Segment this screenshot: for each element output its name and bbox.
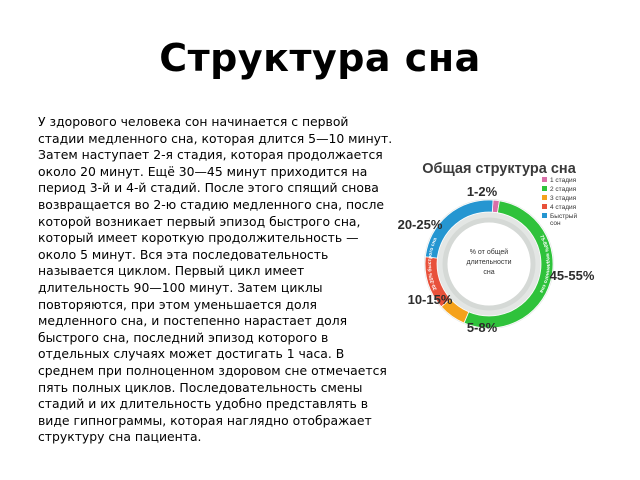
legend-label-2-стадия: 2 стадия (550, 186, 577, 193)
slice-label-быстрый-сон: 20-25% (397, 217, 443, 232)
ring-text-slow-sleep: 75-80% медленного сна (538, 234, 552, 294)
body-paragraph: У здорового человека сон начинается с первой стадии медленного сна, которая длится 5—10 минут. Затем наступает 2-я стадия, которая продолжается около 20 минут. Ещё 30—45 минут приходится на период 3-й и 4-й стадий. После этого спящий снова возвращается во 2-ю стадию медленного сна, после которой возникает первый эпизод быстрого сна, который имеет короткую продолжительность — около 5 минут. Вся эта последовательность называется циклом. Первый цикл имеет длительность 90—100 минут. Затем циклы повторяются, при этом уменьшается доля медленного сна, и постепенно нарастает доля быстрого сна, последний эпизод которого в отдельных случаях может достигать 1 часа. В среднем при полноценном здоровом сне отмечается пять полных циклов. Последовательность смены стадий и их длительность удобно представлять в виде гипнограммы, которая наглядно отображает структуру сна пациента. (38, 114, 393, 445)
legend-swatch-быстрый-сон (542, 213, 547, 218)
ring-text-rem-sleep: 20-25% быстрого сна (426, 236, 439, 292)
chart-title: Общая структура сна (422, 161, 576, 177)
legend-label-быстрый-сон: Быстрый сон (550, 213, 578, 227)
legend-label-1-стадия: 1 стадия (550, 177, 577, 184)
legend-label-4-стадия: 4 стадия (550, 204, 577, 211)
legend-swatch-1-стадия (542, 177, 547, 182)
sleep-structure-chart (386, 148, 612, 348)
slice-label-4-стадия: 10-15% (407, 292, 453, 307)
legend-swatch-3-стадия (542, 195, 547, 200)
legend-swatch-4-стадия (542, 204, 547, 209)
legend-swatch-2-стадия (542, 186, 547, 191)
center-label: % от общей длительности сна (466, 249, 512, 276)
slice-label-1-стадия: 1-2% (466, 184, 498, 199)
slide-title: Структура сна (159, 36, 481, 80)
legend-label-3-стадия: 3 стадия (550, 195, 577, 202)
slice-label-3-стадия: 5-8% (466, 320, 498, 335)
slice-label-2-стадия: 45-55% (549, 268, 595, 283)
